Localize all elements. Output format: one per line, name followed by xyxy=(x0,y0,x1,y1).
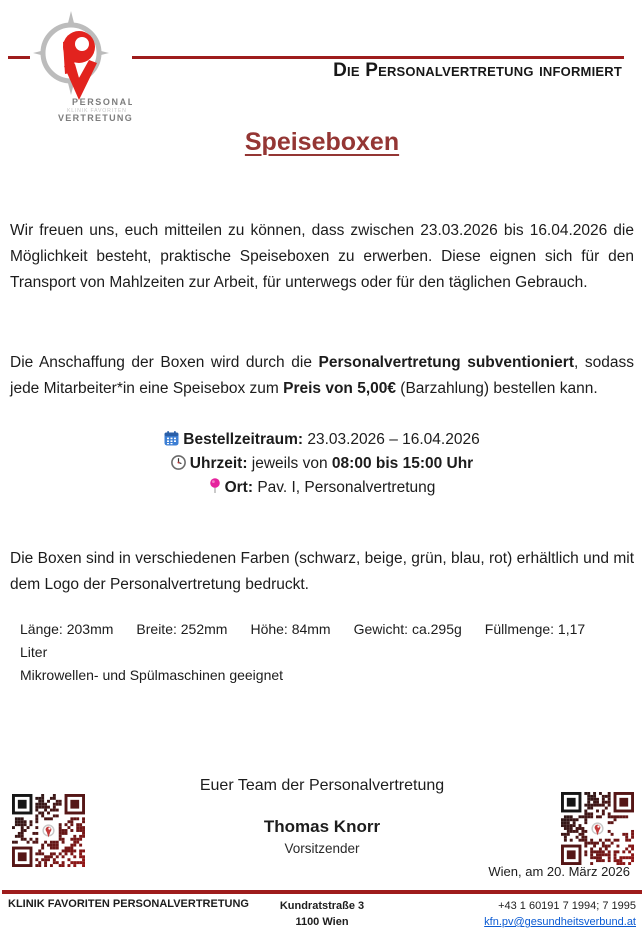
location-line xyxy=(0,476,644,500)
footer-email-link[interactable]: kfn.pv@gesundheitsverbund.at xyxy=(484,916,636,928)
order-period-line xyxy=(0,428,644,452)
subsidy-bold-price: Preis von 5,00€ xyxy=(283,379,396,397)
footer-divider-line xyxy=(2,890,642,894)
footer-organization: KLINIK FAVORITEN PERSONALVERTRETUNG xyxy=(8,898,249,910)
logo-text-vertretung: VERTRETUNG xyxy=(58,113,132,123)
subsidy-text-post: (Barzahlung) bestellen kann. xyxy=(396,379,598,397)
specs-row xyxy=(20,618,634,664)
colors-paragraph: Die Boxen sind in verschiedenen Farben (schwarz, beige, grün, blau, rot) erhältlich und mit dem Logo der Personalvertretung bedruckt. xyxy=(10,549,634,593)
footer-street: Kundratstraße 3 xyxy=(279,900,365,912)
subsidy-bold-subvention: Personalvertretung subventioniert xyxy=(318,353,574,371)
footer-city: 1100 Wien xyxy=(295,916,349,928)
time-line xyxy=(0,452,644,476)
clock-icon xyxy=(171,455,186,470)
pin-icon xyxy=(209,478,221,494)
time-label: Uhrzeit: xyxy=(189,455,248,472)
time-value-bold: 08:00 bis 15:00 Uhr xyxy=(331,455,474,472)
intro-paragraph: Wir freuen uns, euch mitteilen zu können, dass zwischen 23.03.2026 bis 16.04.2026 die Möglichkeit besteht, praktische Speiseboxen zu erwerben. Diese eignen sich für den Transport von Mahlzeiten zur Arbeit, für unterwegs oder für den täglichen Gebrauch. xyxy=(10,221,634,291)
footer-contact xyxy=(484,898,636,930)
spec-length: Länge: 203mm xyxy=(20,621,114,637)
page-title: Speiseboxen xyxy=(244,128,400,156)
spec-weight: Gewicht: ca.295g xyxy=(353,621,462,637)
subsidy-text: Die Anschaffung der Boxen wird durch die xyxy=(10,353,319,371)
footer-phone: +43 1 60191 7 1994; 7 1995 xyxy=(498,900,636,912)
signatory-role: Vorsitzender xyxy=(284,841,360,856)
spec-volume: Füllmenge: 1,17 Liter xyxy=(20,621,586,660)
calendar-icon xyxy=(164,431,179,446)
banner-headline: Die Personalvertretung informiert xyxy=(333,60,622,81)
subsidy-paragraph xyxy=(10,350,634,402)
specs-note: Mikrowellen- und Spülmaschinen geeignet xyxy=(20,667,284,683)
team-closing-line: Euer Team der Personalvertretung xyxy=(199,777,445,794)
time-pre: jeweils von xyxy=(247,455,332,472)
logo-text-personal: PERSONAL xyxy=(72,97,132,107)
product-specs xyxy=(20,618,634,687)
location-value: Pav. I, Personalvertretung xyxy=(253,479,436,496)
place-date-line: Wien, am 20. März 2026 xyxy=(488,864,630,879)
logo-text-klinik-favoriten: KLINIK FAVORITEN xyxy=(67,108,127,114)
signatory-name: Thomas Knorr xyxy=(263,817,381,836)
subsidy-text-mid: , sodass jede Mitarbeiter*in eine Speisebox zum xyxy=(10,353,634,397)
spec-width: Breite: 252mm xyxy=(136,621,228,637)
location-label: Ort: xyxy=(224,479,254,496)
personalvertretung-logo xyxy=(30,6,132,124)
order-details xyxy=(0,428,644,500)
compass-pin-logo-icon xyxy=(30,6,132,124)
order-period-value: 23.03.2026 – 16.04.2026 xyxy=(303,431,480,448)
order-period-label: Bestellzeitraum: xyxy=(183,431,304,448)
spec-height: Höhe: 84mm xyxy=(250,621,331,637)
